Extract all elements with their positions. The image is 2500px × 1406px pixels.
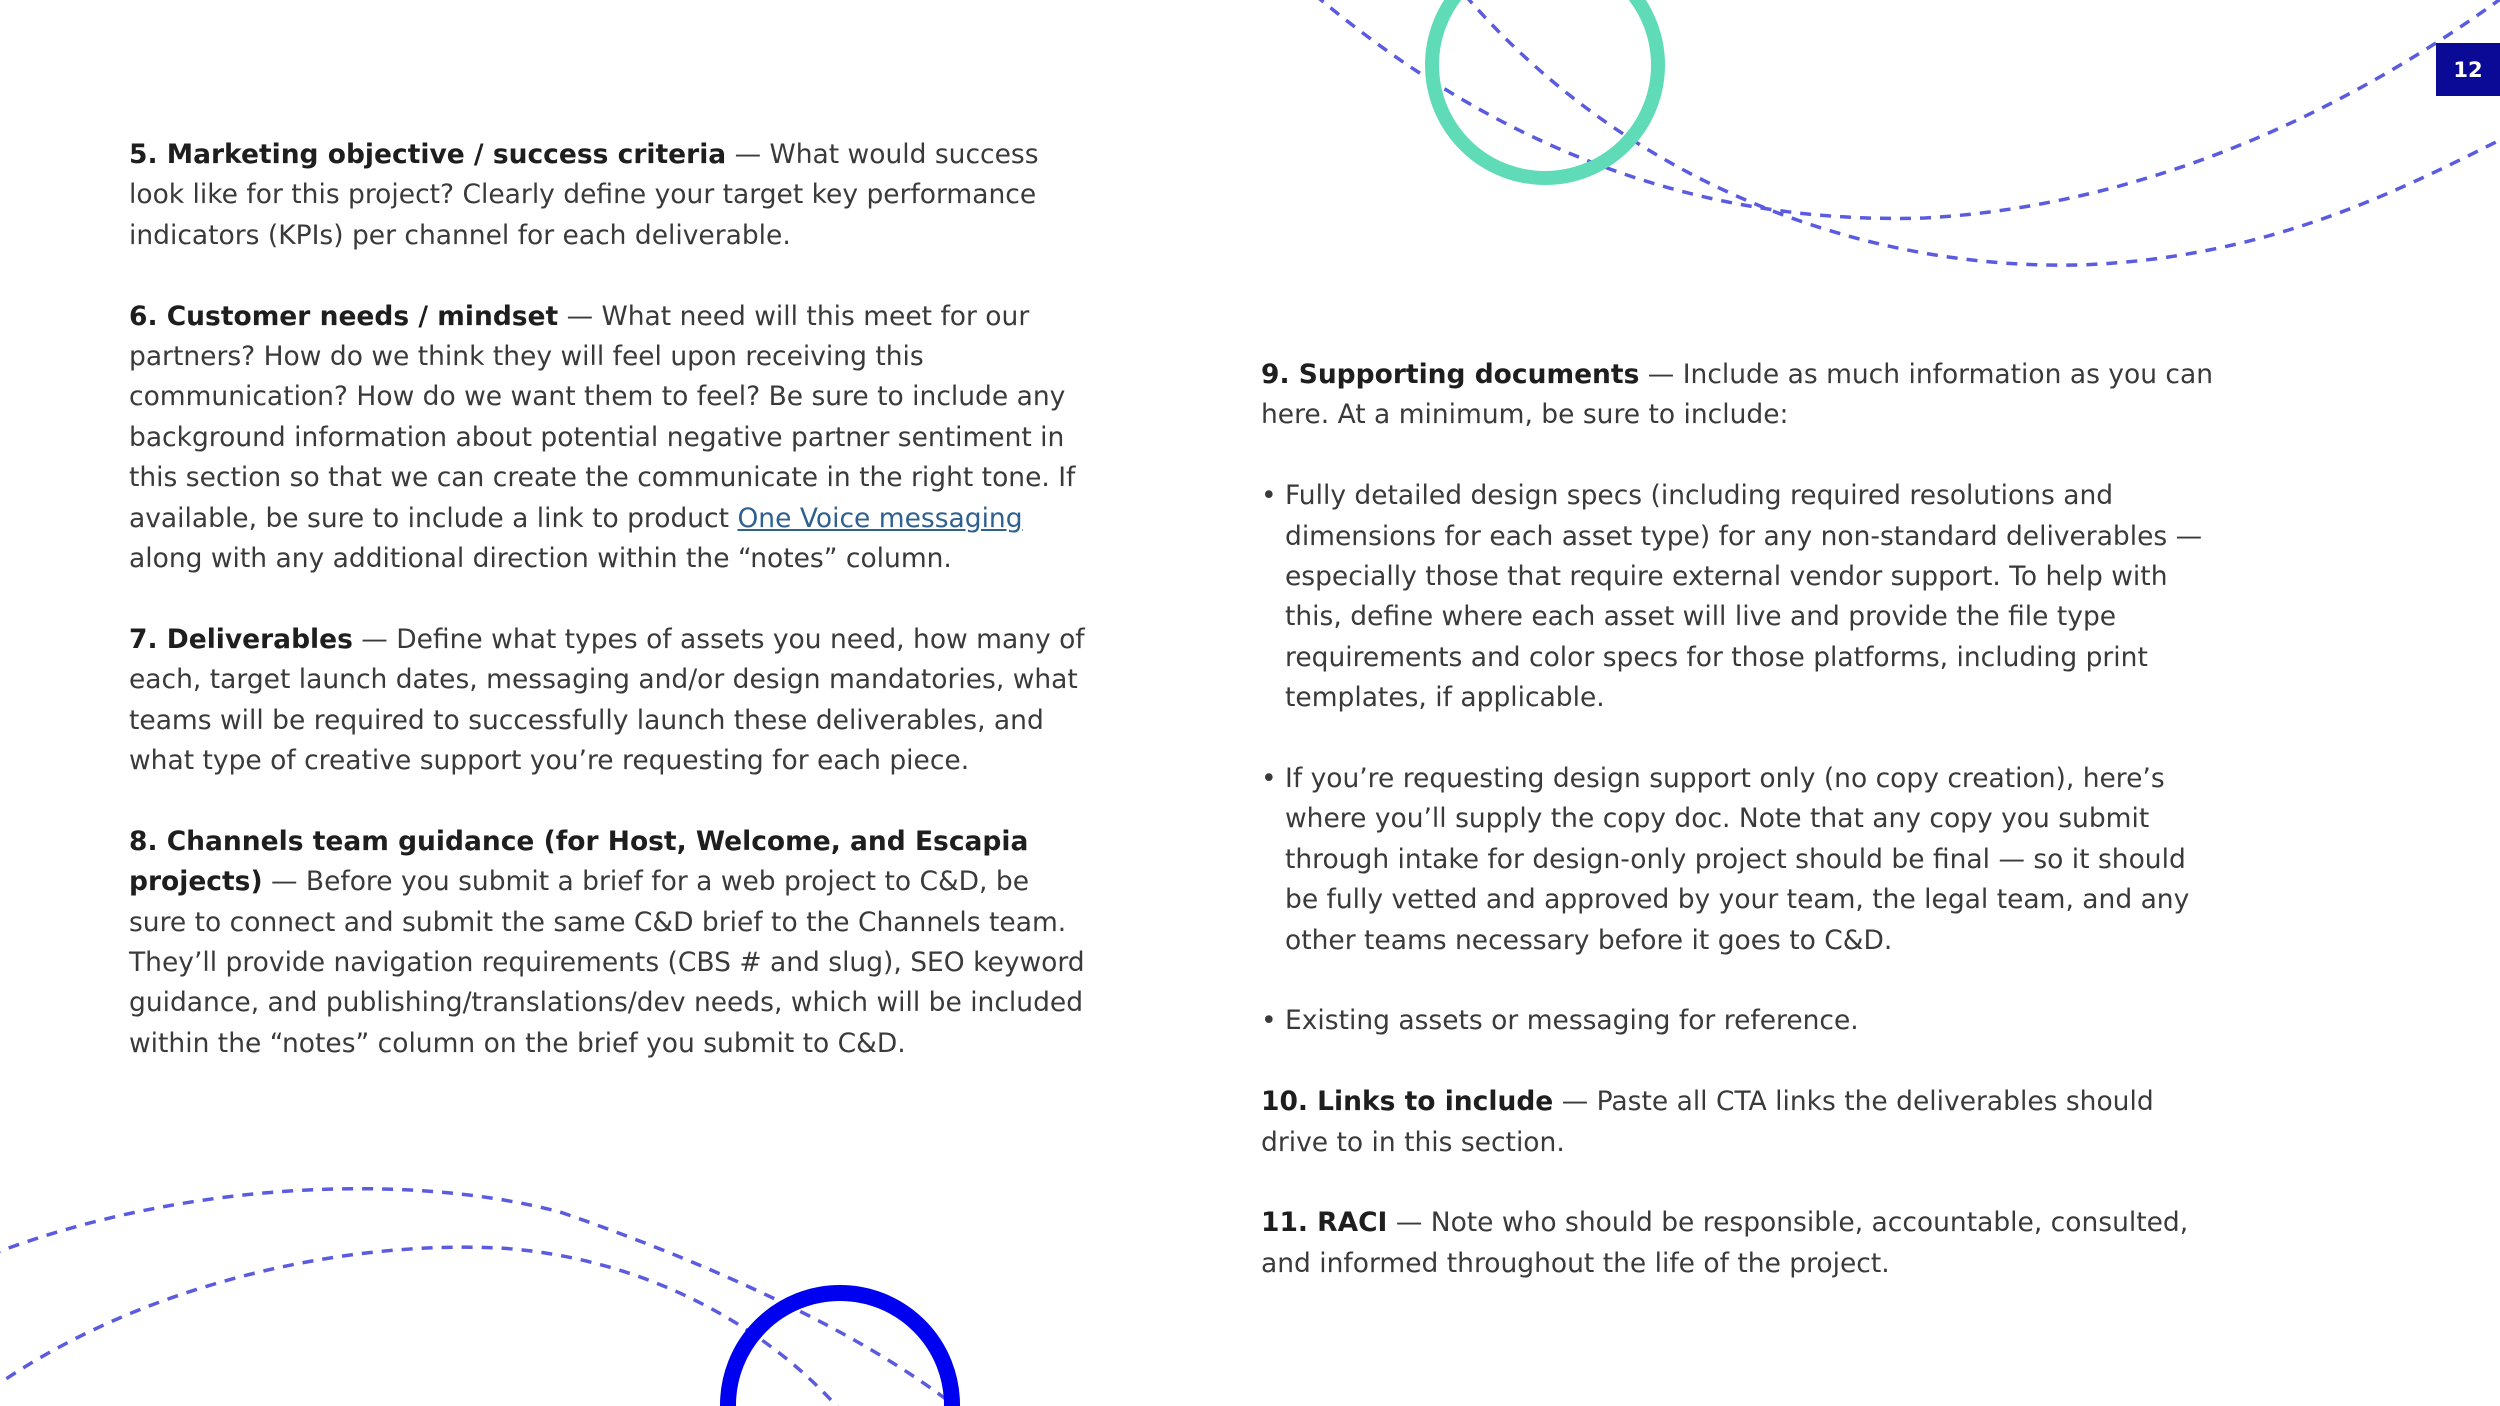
item-heading: 9. Supporting documents bbox=[1261, 359, 1640, 390]
item-heading: 11. RACI bbox=[1261, 1207, 1388, 1239]
item-links-to-include bbox=[1261, 1082, 2216, 1163]
page-number: 12 bbox=[2453, 57, 2483, 82]
one-voice-messaging-link[interactable]: One Voice messaging bbox=[737, 502, 1023, 534]
item-body: — Include as much information as you can here. At a minimum, be sure to include: bbox=[1261, 359, 2214, 431]
bullet-text: If you’re requesting design support only (no copy creation), here’s where you’ll supply the copy doc. Note that any copy you submit through intake for design-only project should be final — so it should be fully vetted and approved by your team, the legal team, and any other teams necessary before it goes to C&D. bbox=[1285, 763, 2190, 956]
bullet-item-design-specs bbox=[1261, 476, 2216, 718]
item-heading: 8. Channels team guidance (for Host, Welcome, and Escapia projects) bbox=[129, 825, 1029, 898]
item-heading: 7. Deliverables bbox=[129, 623, 353, 655]
item-customer-needs bbox=[129, 297, 1089, 580]
item-raci bbox=[1261, 1203, 2216, 1284]
blue-ring bbox=[728, 1293, 952, 1406]
dashed-arc-bottom-2 bbox=[0, 1247, 840, 1406]
item-body: — What would success look like for this project? Clearly define your target key performance indicators (KPIs) per channel for each deliverable. bbox=[129, 139, 1039, 251]
item-heading: 10. Links to include bbox=[1261, 1086, 1554, 1118]
dashed-arc-bottom-1 bbox=[0, 1189, 960, 1406]
item-heading: 6. Customer needs / mindset bbox=[129, 300, 559, 332]
item-heading: 5. Marketing objective / success criteria bbox=[129, 139, 727, 170]
right-column bbox=[1261, 355, 2216, 1325]
bullet-item-existing-assets bbox=[1261, 1001, 2216, 1041]
bullet-text: Existing assets or messaging for reference. bbox=[1285, 1005, 1859, 1037]
item-body: — Paste all CTA links the deliverables should drive to in this section. bbox=[1261, 1086, 2154, 1158]
bullet-icon: • bbox=[1261, 763, 1277, 795]
item-body: — Note who should be responsible, accountable, consulted, and informed throughout the life of the project. bbox=[1261, 1207, 2189, 1279]
item-body: — What need will this meet for our partners? How do we think they will feel upon receiving this communication? How do we want them to feel? Be sure to include any background information about potential negative partner sentiment in this section so that we can create the communicate in the right tone. If available, be sure to include a link to product bbox=[129, 300, 1076, 534]
dashed-arc-top-1 bbox=[1315, 0, 2500, 218]
item-marketing-objective bbox=[129, 135, 1089, 256]
left-column bbox=[129, 135, 1089, 1105]
item-supporting-documents bbox=[1261, 355, 2216, 436]
item-body-continued: along with any additional direction within the “notes” column. bbox=[129, 543, 952, 575]
dashed-arc-top-2 bbox=[1465, 0, 2500, 265]
bullet-item-copy-doc bbox=[1261, 759, 2216, 961]
bullet-text: Fully detailed design specs (including required resolutions and dimensions for each asset type) for any non-standard deliverables — especially those that require external vendor support. To help with this, define where each asset will live and provide the file type requirements and color specs for those platforms, including print templates, if applicable. bbox=[1285, 480, 2203, 714]
item-body: — Before you submit a brief for a web project to C&D, be sure to connect and submit the same C&D brief to the Channels team. They’ll provide navigation requirements (CBS # and slug), SEO keyword guidance, and publishing/translations/dev needs, which will be included within the “notes” column on the brief you submit to C&D. bbox=[129, 866, 1085, 1059]
bullet-icon: • bbox=[1261, 480, 1277, 512]
bullet-icon: • bbox=[1261, 1005, 1277, 1037]
teal-ring bbox=[1432, 0, 1658, 178]
page-number-badge bbox=[2436, 43, 2500, 96]
item-deliverables bbox=[129, 620, 1089, 782]
item-channels-team-guidance bbox=[129, 822, 1089, 1064]
item-body: — Define what types of assets you need, how many of each, target launch dates, messaging and/or design mandatories, what teams will be required to successfully launch these deliverables, and what type of creative support you’re requesting for each piece. bbox=[129, 623, 1085, 777]
